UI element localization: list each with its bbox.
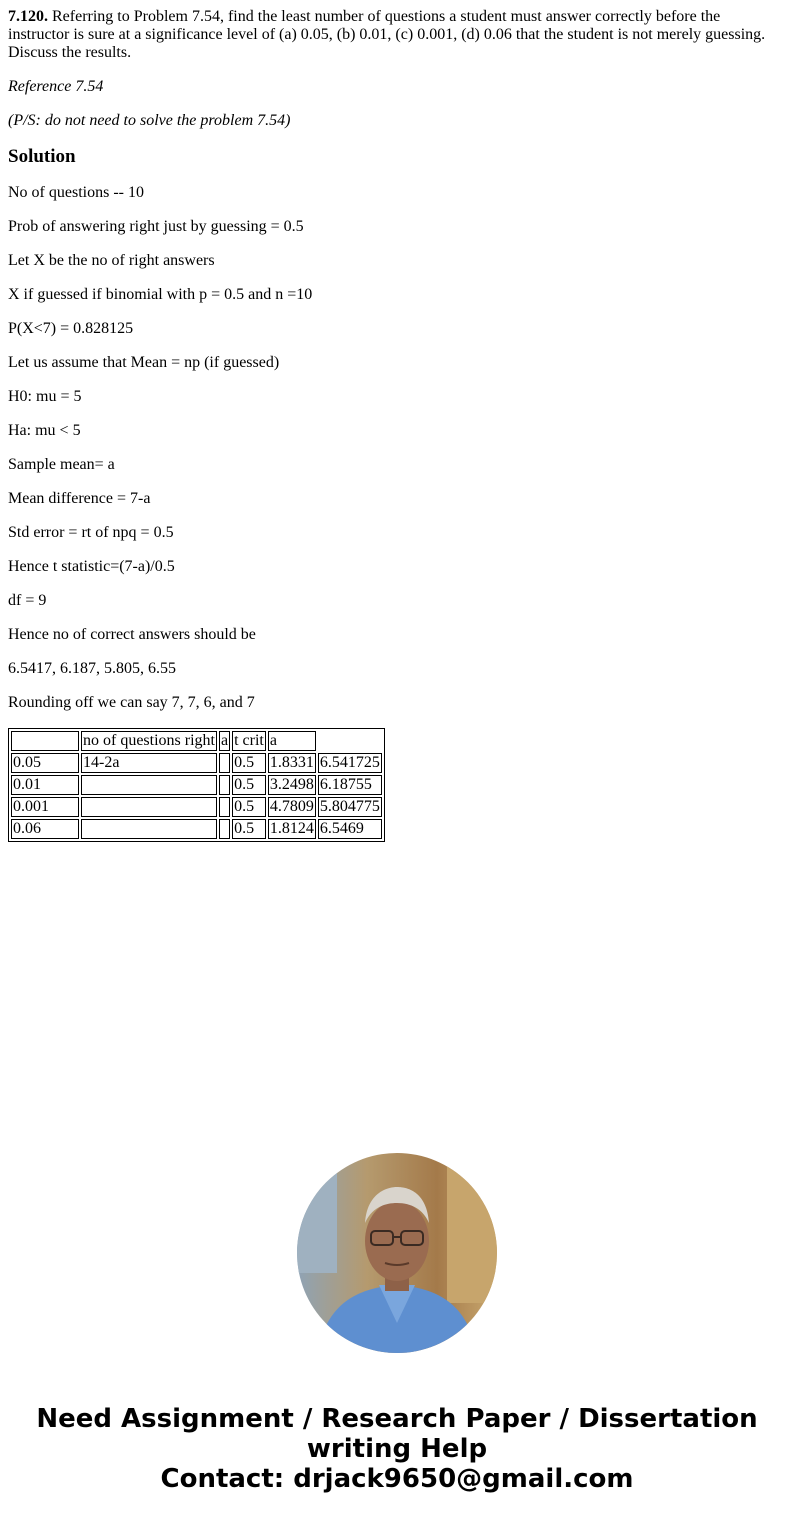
table-cell: 14-2a: [81, 753, 217, 773]
solution-line: 6.5417, 6.187, 5.805, 6.55: [8, 660, 176, 677]
promo-footer: [0, 1404, 794, 1494]
table-cell: [219, 819, 230, 839]
table-cell: 0.5: [232, 775, 266, 795]
table-cell: [81, 797, 217, 817]
solution-line: Let X be the no of right answers: [8, 252, 215, 269]
table-row: [11, 775, 382, 795]
problem-number: 7.120.: [8, 8, 48, 25]
table-cell: 6.18755: [318, 775, 382, 795]
table-cell: 6.5469: [318, 819, 382, 839]
table-cell: 4.7809: [269, 798, 314, 815]
solution-line: H0: mu = 5: [8, 388, 82, 405]
table-cell: 0.001: [11, 797, 79, 817]
table-cell: 3.2498: [269, 776, 314, 793]
table-cell: t crit: [234, 732, 264, 749]
table-cell: 0.01: [11, 775, 79, 795]
table-cell: 1.8124: [269, 820, 314, 837]
table-cell: 6.541725: [319, 754, 380, 771]
table-cell: 0.5: [232, 753, 266, 773]
solution-line: No of questions -- 10: [8, 184, 144, 201]
results-table: [8, 728, 385, 842]
solution-line: Ha: mu < 5: [8, 422, 81, 439]
table-cell: 0.5: [232, 819, 266, 839]
solution-line: Std error = rt of npq = 0.5: [8, 524, 174, 541]
solution-line: df = 9: [8, 592, 47, 609]
table-cell: a: [268, 731, 316, 751]
promo-line: Need Assignment / Research Paper / Dissertation: [36, 1404, 758, 1434]
table-cell: [219, 775, 230, 795]
table-cell: 0.05: [11, 753, 79, 773]
problem-statement: [8, 8, 778, 62]
table-cell: no of questions right: [83, 732, 215, 749]
table-cell: [219, 797, 230, 817]
table-cell: a: [221, 732, 229, 749]
table-cell: [81, 775, 217, 795]
table-row: [11, 753, 382, 773]
solution-heading: Solution: [8, 146, 76, 167]
solution-line: Mean difference = 7-a: [8, 490, 151, 507]
solution-line: Prob of answering right just by guessing = 0.5: [8, 218, 304, 235]
author-photo-illustration: [297, 1153, 497, 1353]
table-cell: 0.06: [11, 819, 79, 839]
promo-line: writing Help: [306, 1434, 488, 1464]
solution-line: Hence t statistic=(7-a)/0.5: [8, 558, 175, 575]
document-body: [8, 8, 778, 842]
author-photo: [297, 1153, 497, 1353]
solution-line: Sample mean= a: [8, 456, 115, 473]
table-cell: 5.804775: [319, 798, 380, 815]
problem-text: Referring to Problem 7.54, find the least number of questions a student must answer correctly before the instructor is sure at a significance level of (a) 0.05, (b) 0.01, (c) 0.001, (d) 0.06 that the student is not merely guessing. Discuss the results.: [8, 8, 766, 61]
table-cell: [219, 753, 230, 773]
contact-line: Contact: drjack9650@gmail.com: [160, 1464, 634, 1494]
solution-line: P(X<7) = 0.828125: [8, 320, 134, 337]
solution-line: Rounding off we can say 7, 7, 6, and 7: [8, 694, 255, 711]
table-row: [11, 797, 382, 817]
solution-line: Hence no of correct answers should be: [8, 626, 256, 643]
table-cell: [81, 819, 217, 839]
reference-line: Reference 7.54: [8, 78, 104, 95]
table-cell: 1.8331: [269, 754, 314, 771]
table-cell: [11, 731, 79, 751]
solution-line: X if guessed if binomial with p = 0.5 and n =10: [8, 286, 313, 303]
table-row: [11, 819, 382, 839]
table-cell: 0.5: [232, 797, 266, 817]
note-line: (P/S: do not need to solve the problem 7.54): [8, 112, 291, 129]
table-header-row: [11, 731, 382, 751]
solution-line: Let us assume that Mean = np (if guessed): [8, 354, 280, 371]
